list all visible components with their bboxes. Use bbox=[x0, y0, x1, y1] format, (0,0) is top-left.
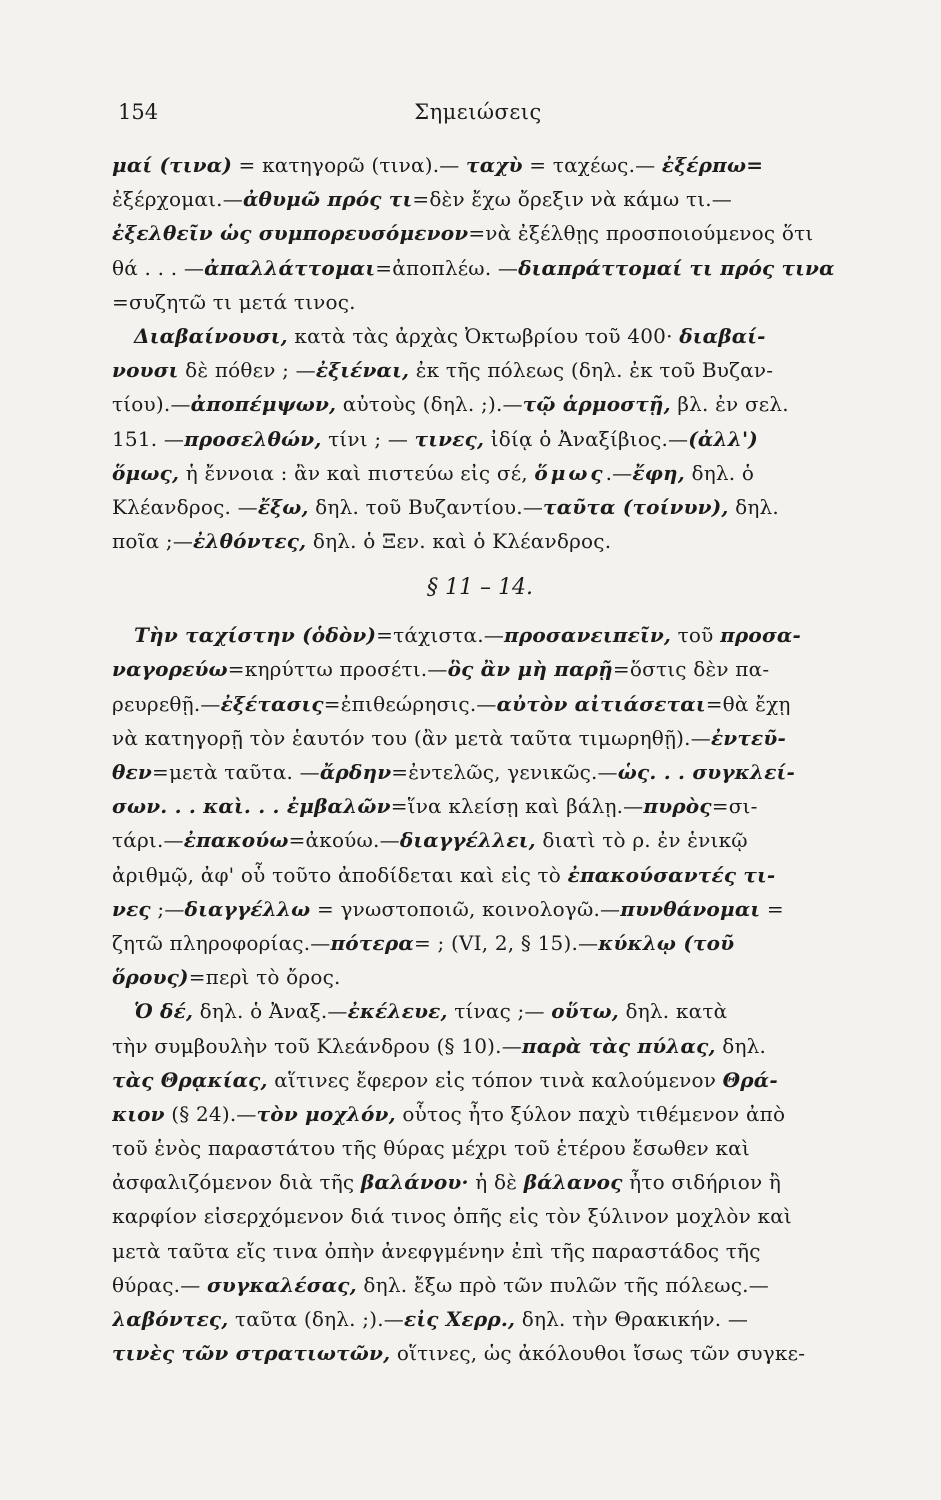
text-segment: = ταχέως.— bbox=[522, 153, 662, 177]
text-segment: (§ 24).— bbox=[164, 1101, 257, 1126]
text-segment: τίνι ; — bbox=[321, 426, 415, 451]
headword: Ὁ δέ, bbox=[134, 999, 194, 1024]
headword: ἐξέτασις bbox=[220, 691, 324, 716]
text-segment: δηλ. ὁ Ἀναξ.— bbox=[193, 999, 348, 1024]
text-line bbox=[112, 1234, 848, 1268]
text-line bbox=[112, 319, 848, 353]
text-line bbox=[112, 789, 848, 823]
headword: Διαβαίνουσι, bbox=[134, 323, 288, 348]
text-line bbox=[112, 1165, 848, 1199]
text-segment: τοῦ ἑνὸς παραστάτου τῆς θύρας μέχρι τοῦ ἑτέρου ἔσωθεν καὶ bbox=[112, 1136, 750, 1161]
headword: ὡς. . . συγκλεί- bbox=[617, 760, 795, 784]
headword: διαπράττομαί τι πρός τινα bbox=[518, 255, 835, 280]
headword: προσανειπεῖν, bbox=[504, 623, 672, 648]
text-line bbox=[112, 892, 848, 926]
text-segment: αὐτοὺς (δηλ. ;).— bbox=[336, 392, 523, 417]
text-line bbox=[112, 1199, 848, 1233]
headword: λαβόντες, bbox=[112, 1307, 229, 1331]
headword: Θρά- bbox=[722, 1067, 778, 1092]
headword: ἐκέλευε, bbox=[347, 999, 448, 1024]
headword: διαγγέλλει, bbox=[399, 828, 536, 853]
text-line bbox=[112, 652, 848, 686]
text-segment: =ἵνα κλείσῃ καὶ βάλῃ.— bbox=[390, 794, 644, 819]
headword: ὅμως, bbox=[112, 460, 180, 485]
text-segment: τὴν συμβουλὴν τοῦ Κλεάνδρου (§ 10).— bbox=[112, 1033, 522, 1058]
text-line bbox=[112, 1097, 848, 1131]
text-segment: καρφίον εἰσερχόμενον διά τινος ὀπῆς εἰς τὸν ξύλινον μοχλὸν καὶ bbox=[112, 1204, 792, 1229]
headword: τινες, bbox=[414, 426, 485, 451]
headword: ἐλθόντες, bbox=[193, 529, 307, 554]
text-segment: ἀσφαλιζόμενον διὰ τῆς bbox=[112, 1170, 361, 1195]
text-segment: = κατηγορῶ (τινα).— bbox=[232, 153, 467, 177]
headword: ταχὺ bbox=[466, 153, 523, 177]
text-line bbox=[112, 858, 848, 892]
text-segment: θύρας.— bbox=[112, 1272, 207, 1297]
headword: ἐπακούω bbox=[183, 828, 289, 853]
text-segment: ταῦτα (δηλ. ;).— bbox=[228, 1307, 404, 1331]
headword: οὕτω, bbox=[551, 999, 619, 1024]
headword: βαλάνου· bbox=[360, 1170, 469, 1195]
text-line bbox=[112, 755, 848, 789]
headword: διαγγέλλω bbox=[184, 896, 311, 921]
text-line bbox=[112, 422, 848, 456]
headword: αὐτὸν αἰτιάσεται bbox=[496, 691, 706, 716]
text-segment: =τάχιστα.— bbox=[376, 623, 505, 648]
headword: ἀποπέμψων, bbox=[190, 392, 337, 417]
text-line bbox=[112, 353, 848, 387]
text-segment: δὲ πόθεν ; — bbox=[178, 358, 316, 383]
text-segment: οὗτος ἦτο ξύλον παχὺ τιθέμενον ἀπὸ bbox=[395, 1101, 786, 1126]
text-segment: =θὰ ἔχῃ bbox=[705, 691, 791, 716]
text-line bbox=[112, 490, 848, 524]
headword: πότερα bbox=[330, 930, 414, 955]
text-segment: δηλ. τὴν Θρακικήν. — bbox=[515, 1307, 749, 1331]
text-segment: =ἐπιθεώρησις.— bbox=[323, 691, 497, 716]
text-segment: =δὲν ἔχω ὄρεξιν νὰ κάμω τι.— bbox=[412, 187, 733, 212]
text-segment: δηλ. τοῦ Βυζαντίου.— bbox=[308, 494, 544, 519]
text-segment: κατὰ τὰς ἀρχὰς Ὀκτωβρίου τοῦ 400· bbox=[287, 323, 680, 348]
headword: ὅμως bbox=[534, 460, 606, 485]
text-segment: ἡ ἔννοια : ἂν καὶ πιστεύω εἰς σέ, bbox=[179, 460, 535, 485]
text-segment: μετὰ ταῦτα εἴς τινα ὀπὴν ἀνεφγμένην ἐπὶ τῆς παραστάδος τῆς bbox=[112, 1238, 761, 1263]
text-segment: θά . . . — bbox=[112, 255, 205, 280]
headword: διαβαί- bbox=[679, 323, 766, 348]
text-segment: =ἀποπλέω. — bbox=[375, 255, 519, 280]
text-line bbox=[112, 823, 848, 857]
text-line bbox=[112, 926, 848, 960]
headword: ἐξέρπω= bbox=[661, 153, 764, 177]
headword: μαί (τινα) bbox=[112, 153, 232, 177]
text-line bbox=[112, 721, 848, 755]
text-segment: ἐκ τῆς πόλεως (δηλ. ἐκ τοῦ Βυζαν- bbox=[409, 358, 774, 383]
text-segment: τίου).— bbox=[112, 392, 191, 417]
text-segment: =μετὰ ταῦτα. — bbox=[151, 760, 320, 784]
text-segment: =ἀκούω.— bbox=[288, 828, 400, 853]
text-line bbox=[112, 251, 848, 285]
text-segment: ἰδίᾳ ὁ Ἀναξίβιος.— bbox=[484, 426, 689, 451]
text-segment: =ἐντελῶς, γενικῶς.— bbox=[391, 760, 618, 784]
headword: προσα- bbox=[720, 623, 801, 648]
text-segment: = bbox=[760, 896, 784, 921]
text-segment: ζητῶ πληροφορίας.— bbox=[112, 930, 331, 955]
headword: παρὰ τὰς πύλας, bbox=[521, 1033, 716, 1058]
text-segment: 151. — bbox=[112, 426, 185, 451]
text-line bbox=[112, 687, 848, 721]
text-segment: = γνωστοποιῶ, κοινολογῶ.— bbox=[310, 896, 621, 921]
headword: εἰς Χερρ., bbox=[404, 1307, 516, 1331]
text-segment: =ὅστις δὲν πα- bbox=[612, 657, 770, 682]
text-segment: τοῦ bbox=[671, 623, 721, 648]
headword: ὃς ἂν μὴ παρῇ bbox=[447, 657, 613, 682]
headword: ναγορεύω bbox=[112, 657, 228, 682]
text-segment: τάρι.— bbox=[112, 828, 184, 853]
text-line bbox=[112, 216, 848, 250]
headword: ἄρδην bbox=[319, 760, 392, 784]
headword: νουσι bbox=[112, 358, 179, 383]
text-line bbox=[112, 618, 848, 652]
headword: σων. . . καὶ. . . ἐμβαλῶν bbox=[112, 794, 391, 819]
text-segment: αἵτινες ἔφερον εἰς τόπον τινὰ καλούμενον bbox=[267, 1067, 723, 1092]
text-line bbox=[112, 960, 848, 994]
running-title: Σημειώσεις bbox=[414, 100, 542, 124]
text-line bbox=[112, 1302, 848, 1336]
text-segment: δηλ. bbox=[715, 1033, 767, 1058]
text-segment: ἐξέρχομαι.— bbox=[112, 187, 243, 212]
text-segment: =νὰ ἐξέλθῃς προσποιούμενος ὅτι bbox=[468, 221, 814, 246]
text-line bbox=[112, 1336, 848, 1370]
text-line bbox=[112, 456, 848, 490]
text-line bbox=[112, 1029, 848, 1063]
text-segment: ἡ δὲ bbox=[468, 1170, 524, 1195]
headword: (ἀλλ') bbox=[688, 426, 758, 451]
text-line bbox=[112, 994, 848, 1028]
text-segment: ποῖα ;— bbox=[112, 529, 194, 554]
headword: ἐξελθεῖν ὡς συμπορευσόμενον bbox=[112, 221, 469, 246]
text-segment: δηλ. ὁ bbox=[684, 460, 755, 485]
text-line bbox=[112, 1063, 848, 1097]
headword: ἀπαλλάττομαι bbox=[204, 255, 376, 280]
text-segment: .— bbox=[605, 460, 633, 485]
text-segment: δηλ. ὁ Ξεν. καὶ ὁ Κλέανδρος. bbox=[306, 529, 612, 554]
text-segment: διατὶ τὸ ρ. ἐν ἑνικῷ bbox=[535, 828, 748, 853]
text-segment: ἦτο σιδήριον ἢ bbox=[622, 1170, 782, 1195]
headword: ἀθυμῶ πρός τι bbox=[242, 187, 413, 212]
headword: προσελθών, bbox=[184, 426, 322, 451]
text-segment: =κηρύττω προσέτι.— bbox=[227, 657, 448, 682]
headword: πυρὸς bbox=[643, 794, 712, 819]
text-segment: =περὶ τὸ ὄρος. bbox=[188, 965, 341, 990]
text-segment: βλ. ἐν σελ. bbox=[670, 392, 789, 417]
text-line bbox=[112, 1268, 848, 1302]
text-line bbox=[112, 524, 848, 558]
text-segment: δηλ. bbox=[728, 494, 779, 519]
body-text bbox=[112, 148, 848, 1370]
headword: ἐπακούσαντές τι- bbox=[567, 862, 776, 887]
headword: κύκλῳ (τοῦ bbox=[598, 930, 735, 955]
text-segment: = ; (VI, 2, § 15).— bbox=[413, 930, 599, 955]
text-segment: ἀριθμῷ, ἀφ' οὗ τοῦτο ἀποδίδεται καὶ εἰς τὸ bbox=[112, 862, 568, 887]
headword: ἔξω, bbox=[257, 494, 309, 519]
text-segment: ρευρεθῇ.— bbox=[112, 691, 221, 716]
text-segment: δηλ. κατὰ bbox=[618, 999, 728, 1024]
headword: τὸν μοχλόν, bbox=[256, 1101, 396, 1126]
headword: τινὲς τῶν στρατιωτῶν, bbox=[112, 1341, 391, 1366]
section-heading: § 11 – 14. bbox=[427, 575, 533, 601]
headword: βάλανος bbox=[523, 1170, 623, 1195]
headword: ταῦτα (τοίνυν), bbox=[543, 494, 729, 519]
text-segment: =συζητῶ τι μετά τινος. bbox=[112, 289, 356, 314]
text-line bbox=[112, 387, 848, 421]
headword: ἐντεῦ- bbox=[710, 725, 786, 750]
headword: πυνθάνομαι bbox=[620, 896, 761, 921]
headword: θεν bbox=[112, 760, 152, 784]
text-segment: οἵτινες, ὡς ἀκόλουθοι ἴσως τῶν συγκε- bbox=[390, 1341, 806, 1366]
page-header bbox=[118, 100, 838, 140]
page-number: 154 bbox=[118, 100, 159, 124]
text-line bbox=[112, 182, 848, 216]
headword: ἔφη, bbox=[632, 460, 685, 485]
text-segment: τίνας ;— bbox=[447, 999, 552, 1024]
text-line bbox=[112, 285, 848, 319]
headword: τὰς Θρᾳκίας, bbox=[112, 1067, 268, 1092]
headword: κιον bbox=[112, 1101, 165, 1126]
headword: συγκαλέσας, bbox=[206, 1272, 357, 1297]
headword: νες bbox=[112, 896, 151, 921]
text-line bbox=[112, 1131, 848, 1165]
text-segment: ;— bbox=[150, 896, 185, 921]
text-line bbox=[112, 148, 848, 182]
text-segment: δηλ. ἔξω πρὸ τῶν πυλῶν τῆς πόλεως.— bbox=[356, 1272, 769, 1297]
headword: ὅρους) bbox=[112, 965, 189, 990]
headword: ἐξιέναι, bbox=[315, 358, 410, 383]
text-segment: =σι- bbox=[711, 794, 758, 819]
headword: τῷ ἁρμοστῇ, bbox=[522, 392, 671, 417]
headword: Τὴν ταχίστην (ὁδὸν) bbox=[134, 623, 377, 648]
text-segment: νὰ κατηγορῇ τὸν ἑαυτόν του (ἂν μετὰ ταῦτα τιμωρηθῇ).— bbox=[112, 725, 711, 750]
text-segment: Κλέανδρος. — bbox=[112, 494, 258, 519]
